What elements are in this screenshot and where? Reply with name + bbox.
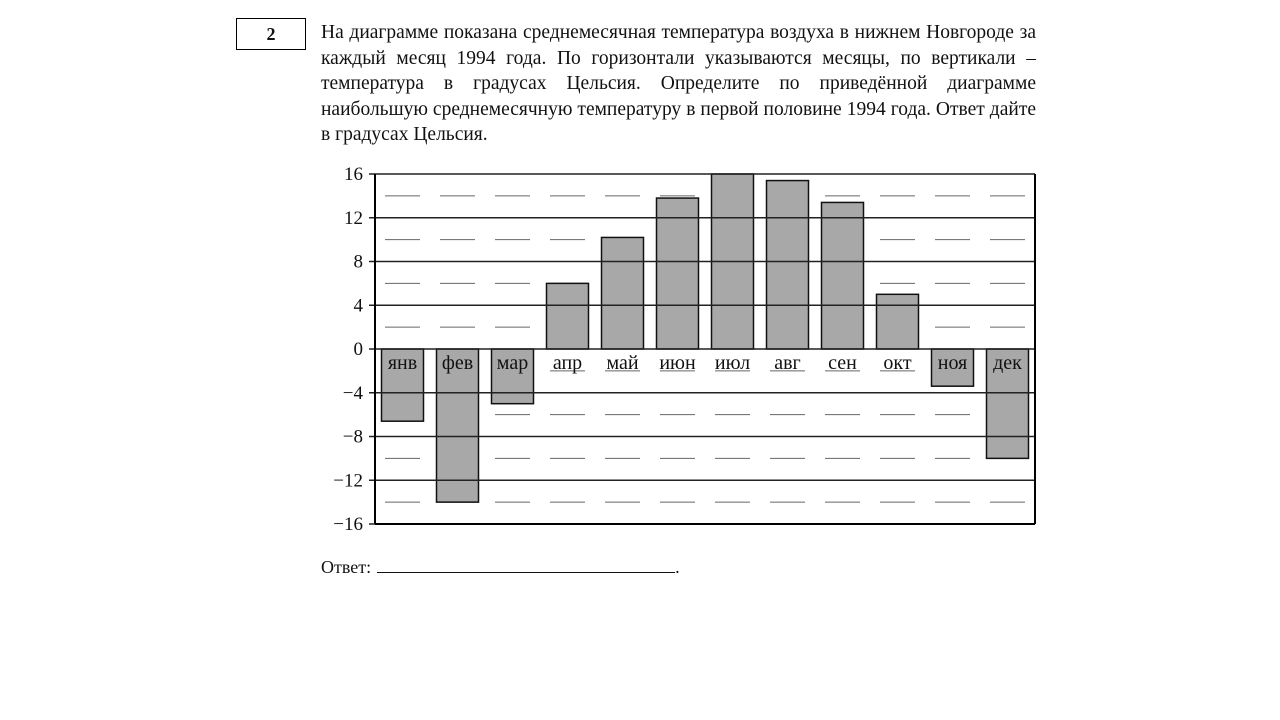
y-tick-label: 0 [353,339,363,360]
x-tick-label: сен [828,352,857,374]
x-tick-label: ноя [937,352,968,374]
answer-end: . [675,557,680,577]
bar [602,237,644,349]
x-tick-label: июл [714,352,751,374]
answer-label: Ответ: [321,557,372,577]
temperature-bar-chart [330,160,1050,540]
y-tick-label: 4 [353,295,363,317]
x-tick-label: май [606,352,639,374]
y-tick-label: −8 [342,426,363,448]
bar [767,181,809,349]
bar [877,294,919,349]
y-tick-label: 8 [353,251,363,273]
bar [822,202,864,349]
bar [657,198,699,349]
x-tick-label: окт [883,352,912,374]
answer-blank-line[interactable] [377,556,675,573]
bar [547,283,589,349]
task-number-box [236,18,306,50]
answer-row [321,556,680,578]
x-tick-label: июн [659,352,696,374]
y-tick-label: −16 [333,514,363,535]
task-text: На диаграмме показана среднемесячная температура воздуха в нижнем Новгороде за каждый месяц 1994 года. По горизонтали указываются месяцы, по вертикали – температура в градусах Цельсия. Определите по приведённой диаграмме наибольшую среднемесячную температуру в первой половине 1994 года. Ответ дайте в градусах Цельсия. [321,22,1036,145]
x-tick-label: мар [496,352,529,374]
x-tick-label: авг [774,352,801,374]
y-tick-label: 16 [344,164,363,185]
x-tick-label: янв [387,352,418,374]
y-tick-label: −4 [342,382,363,404]
x-tick-label: фев [441,352,474,374]
task-number: 2 [266,23,276,44]
y-tick-label: −12 [333,470,363,492]
x-tick-label: дек [993,352,1022,374]
y-tick-label: 12 [344,207,363,229]
x-tick-label: апр [552,352,583,374]
